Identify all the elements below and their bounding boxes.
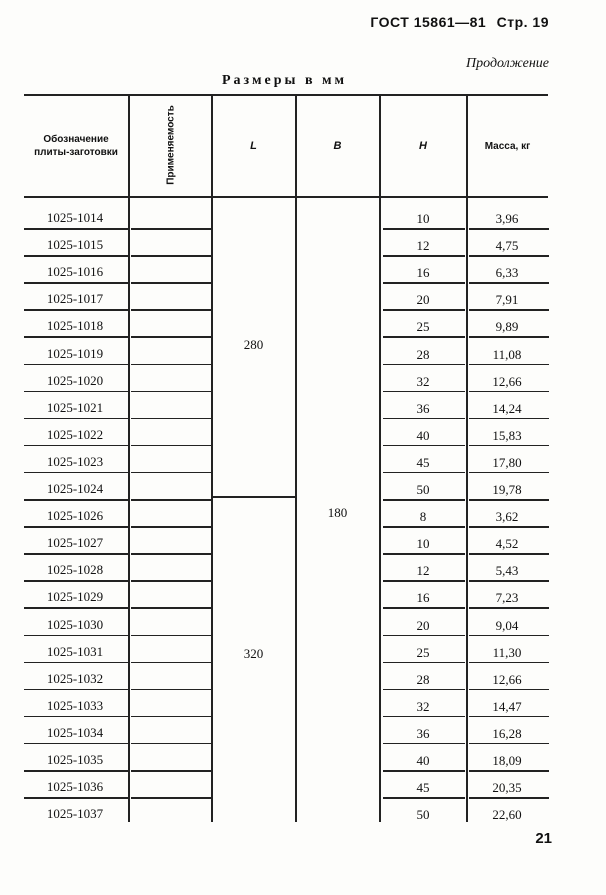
row-rule <box>131 499 211 501</box>
row-code: 1025-1018 <box>46 318 104 334</box>
row-rule <box>24 228 128 230</box>
row-rule <box>131 526 211 528</box>
row-H-value: 36 <box>416 400 430 416</box>
row-rule <box>24 255 128 257</box>
row-rule <box>24 797 128 799</box>
row-rule <box>24 743 128 745</box>
row-mass-value: 12,66 <box>492 373 522 389</box>
row-rule <box>469 607 549 609</box>
row-rule <box>383 336 465 338</box>
row-rule <box>469 499 549 501</box>
row-rule <box>131 282 211 284</box>
row-rule <box>469 662 549 664</box>
row-code: 1025-1024 <box>46 481 104 496</box>
row-mass-value: 3,62 <box>495 509 519 525</box>
row-mass-value: 18,09 <box>492 753 522 768</box>
row-rule <box>131 797 211 799</box>
row-rule <box>469 445 549 447</box>
row-code: 1025-1035 <box>46 752 104 767</box>
L-value-280: 280 <box>243 337 264 352</box>
row-rule <box>24 526 128 528</box>
row-code: 1025-1021 <box>46 399 104 415</box>
row-rule <box>469 309 549 311</box>
row-rule <box>383 526 465 528</box>
row-rule <box>383 689 465 691</box>
row-mass-value: 20,35 <box>492 780 522 796</box>
row-rule <box>469 526 549 528</box>
header-designation: Обозначение плиты-заготовки <box>34 134 118 158</box>
row-rule <box>383 309 465 311</box>
row-rule <box>131 472 211 474</box>
row-mass-value: 9,04 <box>495 617 519 633</box>
row-rule <box>24 635 128 637</box>
row-code: 1025-1037 <box>46 806 104 822</box>
row-H-value: 16 <box>416 590 430 606</box>
row-rule <box>383 255 465 257</box>
row-rule <box>469 391 549 393</box>
row-rule <box>469 336 549 338</box>
standard-number: ГОСТ 15861—81 <box>370 14 487 30</box>
row-code: 1025-1028 <box>46 562 104 578</box>
row-rule <box>131 228 211 230</box>
row-rule <box>24 499 128 501</box>
row-rule <box>131 743 211 745</box>
row-code: 1025-1027 <box>46 535 104 551</box>
row-rule <box>131 635 211 637</box>
row-rule <box>131 364 211 366</box>
row-H-value: 40 <box>416 427 430 443</box>
row-code: 1025-1020 <box>46 372 104 388</box>
row-mass-value: 12,66 <box>492 671 522 687</box>
row-code: 1025-1017 <box>46 291 104 307</box>
row-code: 1025-1026 <box>46 508 104 524</box>
row-rule <box>469 553 549 555</box>
row-rule <box>469 228 549 230</box>
L-value-320: 320 <box>243 646 264 661</box>
row-rule <box>469 282 549 284</box>
row-rule <box>383 635 465 637</box>
row-rule <box>131 553 211 555</box>
row-H-value: 36 <box>416 725 430 741</box>
row-rule <box>131 662 211 664</box>
row-mass-value: 16,28 <box>492 725 522 741</box>
row-rule <box>24 364 128 366</box>
row-rule <box>131 770 211 772</box>
row-H-value: 25 <box>416 644 430 660</box>
row-rule <box>24 418 128 420</box>
row-rule <box>131 255 211 257</box>
row-mass-value: 6,33 <box>495 265 519 281</box>
row-mass-value: 11,30 <box>492 644 522 660</box>
row-rule <box>383 472 465 474</box>
row-code: 1025-1015 <box>46 237 104 253</box>
row-code: 1025-1033 <box>46 697 104 713</box>
row-rule <box>469 418 549 420</box>
header-B: B <box>333 140 342 152</box>
row-H-value: 10 <box>416 211 430 226</box>
row-H-value: 32 <box>416 373 430 389</box>
row-H-value: 25 <box>416 319 430 335</box>
row-rule <box>24 472 128 474</box>
row-rule <box>24 580 128 582</box>
row-rule <box>24 445 128 447</box>
row-rule <box>24 662 128 664</box>
row-rule <box>383 662 465 664</box>
row-rule <box>131 309 211 311</box>
row-H-value: 40 <box>416 753 430 768</box>
row-rule <box>131 336 211 338</box>
row-rule <box>383 499 465 501</box>
row-rule <box>383 445 465 447</box>
row-rule <box>469 743 549 745</box>
row-H-value: 12 <box>416 238 430 254</box>
row-mass-value: 7,23 <box>495 590 519 606</box>
row-mass-value: 7,91 <box>495 292 519 308</box>
row-rule <box>469 635 549 637</box>
header-applicability: Применяемость <box>165 105 177 185</box>
row-rule <box>24 607 128 609</box>
row-rule <box>131 689 211 691</box>
row-rule <box>469 689 549 691</box>
row-rule <box>383 391 465 393</box>
row-mass-value: 17,80 <box>492 454 522 470</box>
col-divider <box>295 95 297 822</box>
row-H-value: 28 <box>416 346 430 362</box>
B-value-180: 180 <box>327 505 348 520</box>
row-mass-value: 4,75 <box>495 238 519 254</box>
row-mass-value: 19,78 <box>492 482 522 497</box>
row-rule <box>24 770 128 772</box>
row-rule <box>24 689 128 691</box>
row-code: 1025-1032 <box>46 670 104 686</box>
page-header <box>370 14 549 30</box>
row-rule <box>383 553 465 555</box>
row-code: 1025-1014 <box>46 210 104 225</box>
row-rule <box>131 607 211 609</box>
page-number: 21 <box>535 830 552 847</box>
row-rule <box>469 472 549 474</box>
header-H: H <box>419 140 427 152</box>
units-title: Размеры в мм <box>222 73 348 88</box>
row-code: 1025-1029 <box>46 589 104 605</box>
table-top-rule <box>24 94 548 96</box>
header-mass: Масса, кг <box>484 141 531 152</box>
row-mass-value: 22,60 <box>492 807 522 823</box>
row-H-value: 10 <box>416 536 430 552</box>
row-rule <box>383 797 465 799</box>
row-rule <box>24 716 128 718</box>
header-L: L <box>250 140 257 152</box>
continuation-label: Продолжение <box>466 56 549 71</box>
row-rule <box>383 228 465 230</box>
row-code: 1025-1030 <box>46 616 104 632</box>
row-H-value: 12 <box>416 563 430 579</box>
row-H-value: 20 <box>416 617 430 633</box>
row-rule <box>131 391 211 393</box>
row-code: 1025-1034 <box>46 724 104 740</box>
row-rule <box>131 445 211 447</box>
row-H-value: 16 <box>416 265 430 281</box>
row-rule <box>469 364 549 366</box>
row-H-value: 28 <box>416 671 430 687</box>
header-bottom-rule <box>24 196 548 198</box>
row-rule <box>131 716 211 718</box>
row-mass-value: 9,89 <box>495 319 519 335</box>
row-mass-value: 3,96 <box>495 211 519 226</box>
row-H-value: 20 <box>416 292 430 308</box>
row-rule <box>383 770 465 772</box>
row-mass-value: 11,08 <box>492 346 522 362</box>
row-rule <box>383 607 465 609</box>
row-mass-value: 15,83 <box>492 427 522 443</box>
row-code: 1025-1019 <box>46 345 104 361</box>
row-H-value: 50 <box>416 482 430 497</box>
row-H-value: 45 <box>416 454 430 470</box>
row-rule <box>24 282 128 284</box>
row-mass-value: 14,24 <box>492 400 522 416</box>
row-rule <box>383 716 465 718</box>
row-rule <box>24 336 128 338</box>
row-mass-value: 4,52 <box>495 536 519 552</box>
row-H-value: 8 <box>419 509 427 525</box>
row-rule <box>383 580 465 582</box>
row-H-value: 45 <box>416 780 430 796</box>
row-mass-value: 5,43 <box>495 563 519 579</box>
row-rule <box>24 553 128 555</box>
row-rule <box>131 580 211 582</box>
row-rule <box>469 716 549 718</box>
row-rule <box>469 797 549 799</box>
row-rule <box>131 418 211 420</box>
row-code: 1025-1036 <box>46 779 104 795</box>
row-rule <box>469 580 549 582</box>
row-rule <box>383 418 465 420</box>
row-rule <box>469 770 549 772</box>
row-mass-value: 14,47 <box>492 698 522 714</box>
row-H-value: 32 <box>416 698 430 714</box>
row-rule <box>383 282 465 284</box>
L-group-divider <box>212 496 295 498</box>
row-code: 1025-1031 <box>46 643 104 659</box>
row-rule <box>383 743 465 745</box>
row-H-value: 50 <box>416 807 430 823</box>
row-rule <box>469 255 549 257</box>
row-rule <box>24 391 128 393</box>
row-code: 1025-1016 <box>46 264 104 280</box>
row-rule <box>24 309 128 311</box>
row-code: 1025-1023 <box>46 453 104 469</box>
col-divider <box>211 95 213 822</box>
row-rule <box>383 364 465 366</box>
page-reference: Стр. 19 <box>496 14 549 30</box>
row-code: 1025-1022 <box>46 426 104 442</box>
